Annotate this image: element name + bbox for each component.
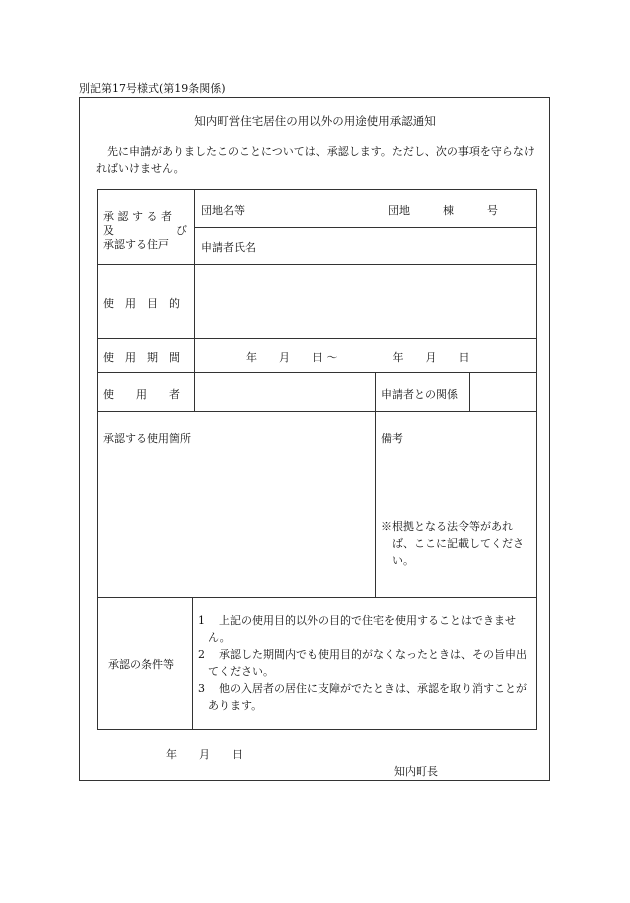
conditions-label: 承認の条件等 [108, 658, 174, 671]
condition-text: 他の入居者の居住に支障がでたときは、承認を取り消すことがあります。 [208, 682, 527, 712]
approved-person-label-line1: 承 認 す る 者 [103, 210, 172, 223]
approved-person-label-line3: 承認する住戸 [103, 238, 169, 251]
form-number-label: 別記第17号様式(第19条関係) [79, 82, 226, 95]
danchi-name-label: 団地名等 [201, 204, 245, 217]
document-title: 知内町営住宅居住の用以外の用途使用承認通知 [194, 114, 436, 128]
signer-name: 知内町長 [394, 765, 438, 778]
issue-date: 年 月 日 [166, 748, 243, 761]
applicant-name-label: 申請者氏名 [201, 241, 256, 254]
period-label: 使 用 期 間 [103, 351, 180, 364]
relation-label: 申請者との関係 [381, 388, 458, 401]
purpose-label: 使 用 目 的 [103, 297, 180, 310]
condition-text: 承認した期間内でも使用目的がなくなったときは、その旨申出てください。 [208, 648, 527, 678]
condition-text: 上記の使用目的以外の目的で住宅を使用することはできません。 [208, 614, 516, 644]
remarks-note: ※根拠となる法令等があれば、ここに記載してください。 [381, 520, 524, 567]
approved-person-label-line2: 及 び [103, 224, 187, 237]
condition-number: 1 [198, 614, 205, 627]
condition-number: 2 [198, 648, 205, 661]
user-label: 使 用 者 [103, 388, 180, 401]
condition-number: 3 [198, 682, 205, 695]
danchi-number-suffix: 団地 棟 号 [388, 204, 498, 217]
period-value: 年 月 日 〜 年 月 日 [246, 351, 470, 364]
intro-text: 先に申請がありましたこのことについては、承認します。ただし、次の事項を守らなければいけません。 [96, 145, 535, 175]
location-label: 承認する使用箇所 [103, 432, 191, 445]
remarks-label: 備考 [381, 432, 403, 445]
